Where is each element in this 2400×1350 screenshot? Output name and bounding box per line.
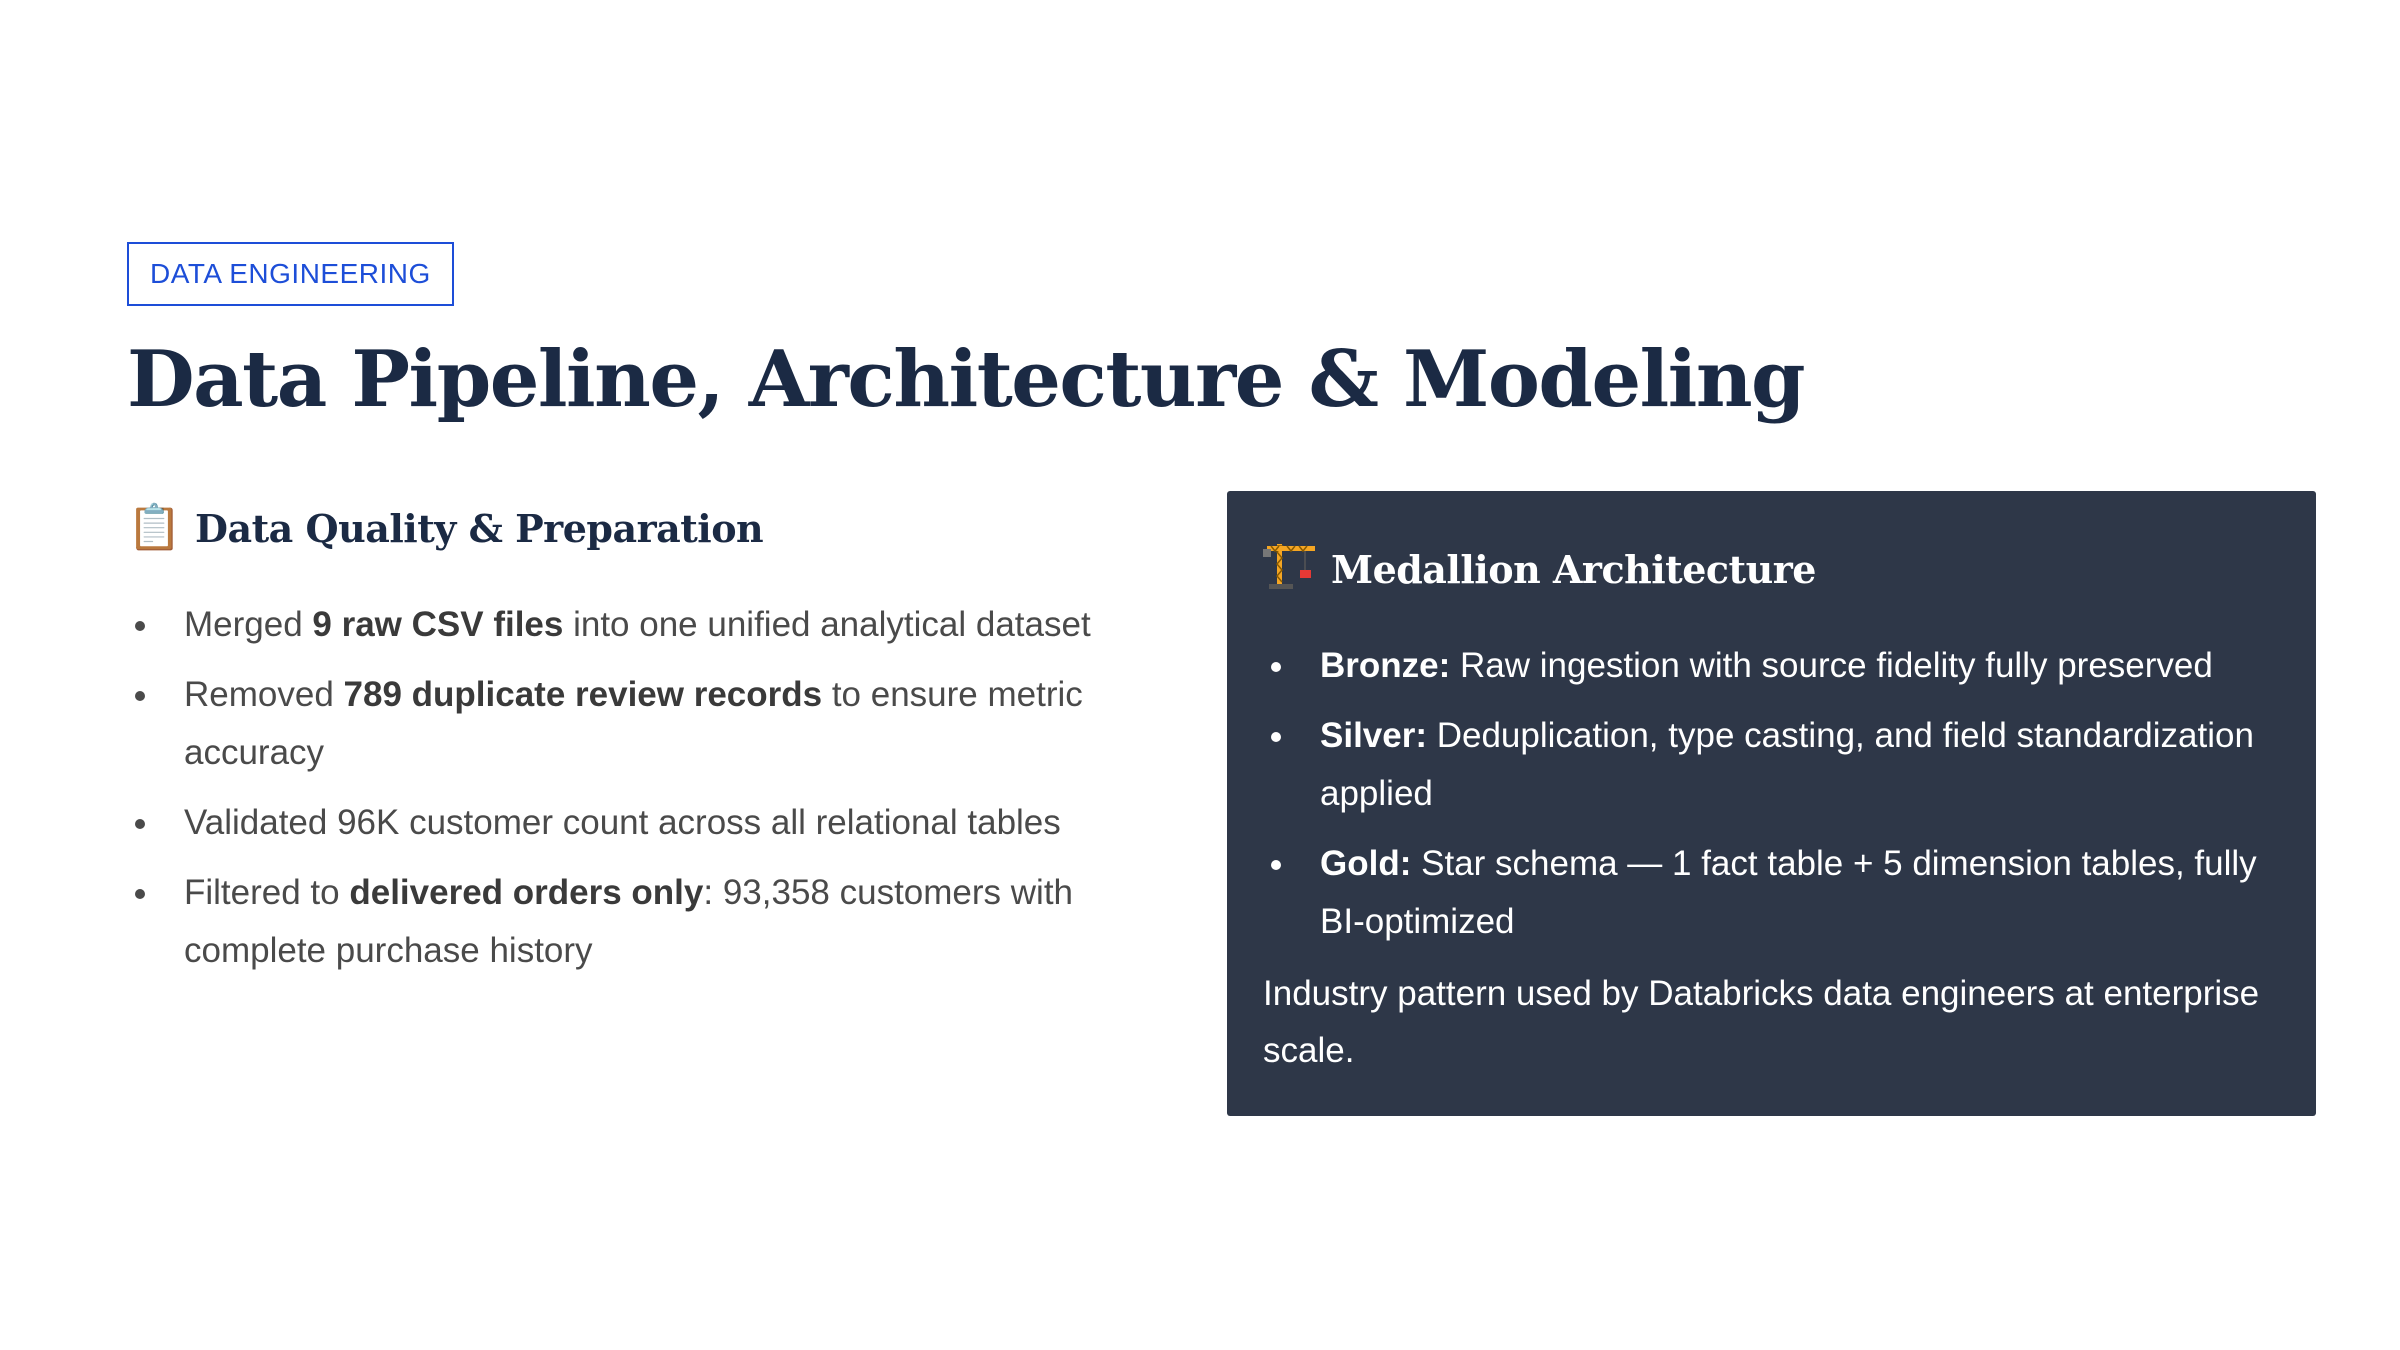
medallion-note: Industry pattern used by Databricks data engineers at enterprise scale. — [1263, 974, 2260, 1070]
category-tag: DATA ENGINEERING — [127, 242, 454, 306]
construction-crane-icon — [1263, 540, 1317, 598]
list-item: Silver: Deduplication, type casting, and field standardization applied — [1263, 707, 2280, 823]
data-quality-section — [127, 490, 1167, 992]
list-item: Validated 96K customer count across all relational tables — [127, 794, 1167, 852]
data-quality-heading: Data Quality & Preparation — [195, 505, 764, 551]
list-item: Filtered to delivered orders only: 93,358 customers with complete purchase history — [127, 864, 1167, 980]
list-item: Gold: Star schema — 1 fact table + 5 dimension tables, fully BI-optimized — [1263, 835, 2280, 951]
medallion-header — [1263, 531, 2280, 607]
data-quality-header — [127, 490, 1167, 566]
medallion-heading: Medallion Architecture — [1331, 546, 1816, 592]
list-item: Merged 9 raw CSV files into one unified analytical dataset — [127, 596, 1167, 654]
medallion-list — [1263, 637, 2280, 951]
list-item: Bronze: Raw ingestion with source fidelity fully preserved — [1263, 637, 2280, 695]
clipboard-icon: 📋 — [127, 503, 182, 552]
list-item: Removed 789 duplicate review records to ensure metric accuracy — [127, 666, 1167, 782]
data-quality-list — [127, 596, 1167, 980]
page-title: Data Pipeline, Architecture & Modeling — [127, 334, 1805, 425]
medallion-panel — [1227, 491, 2316, 1116]
